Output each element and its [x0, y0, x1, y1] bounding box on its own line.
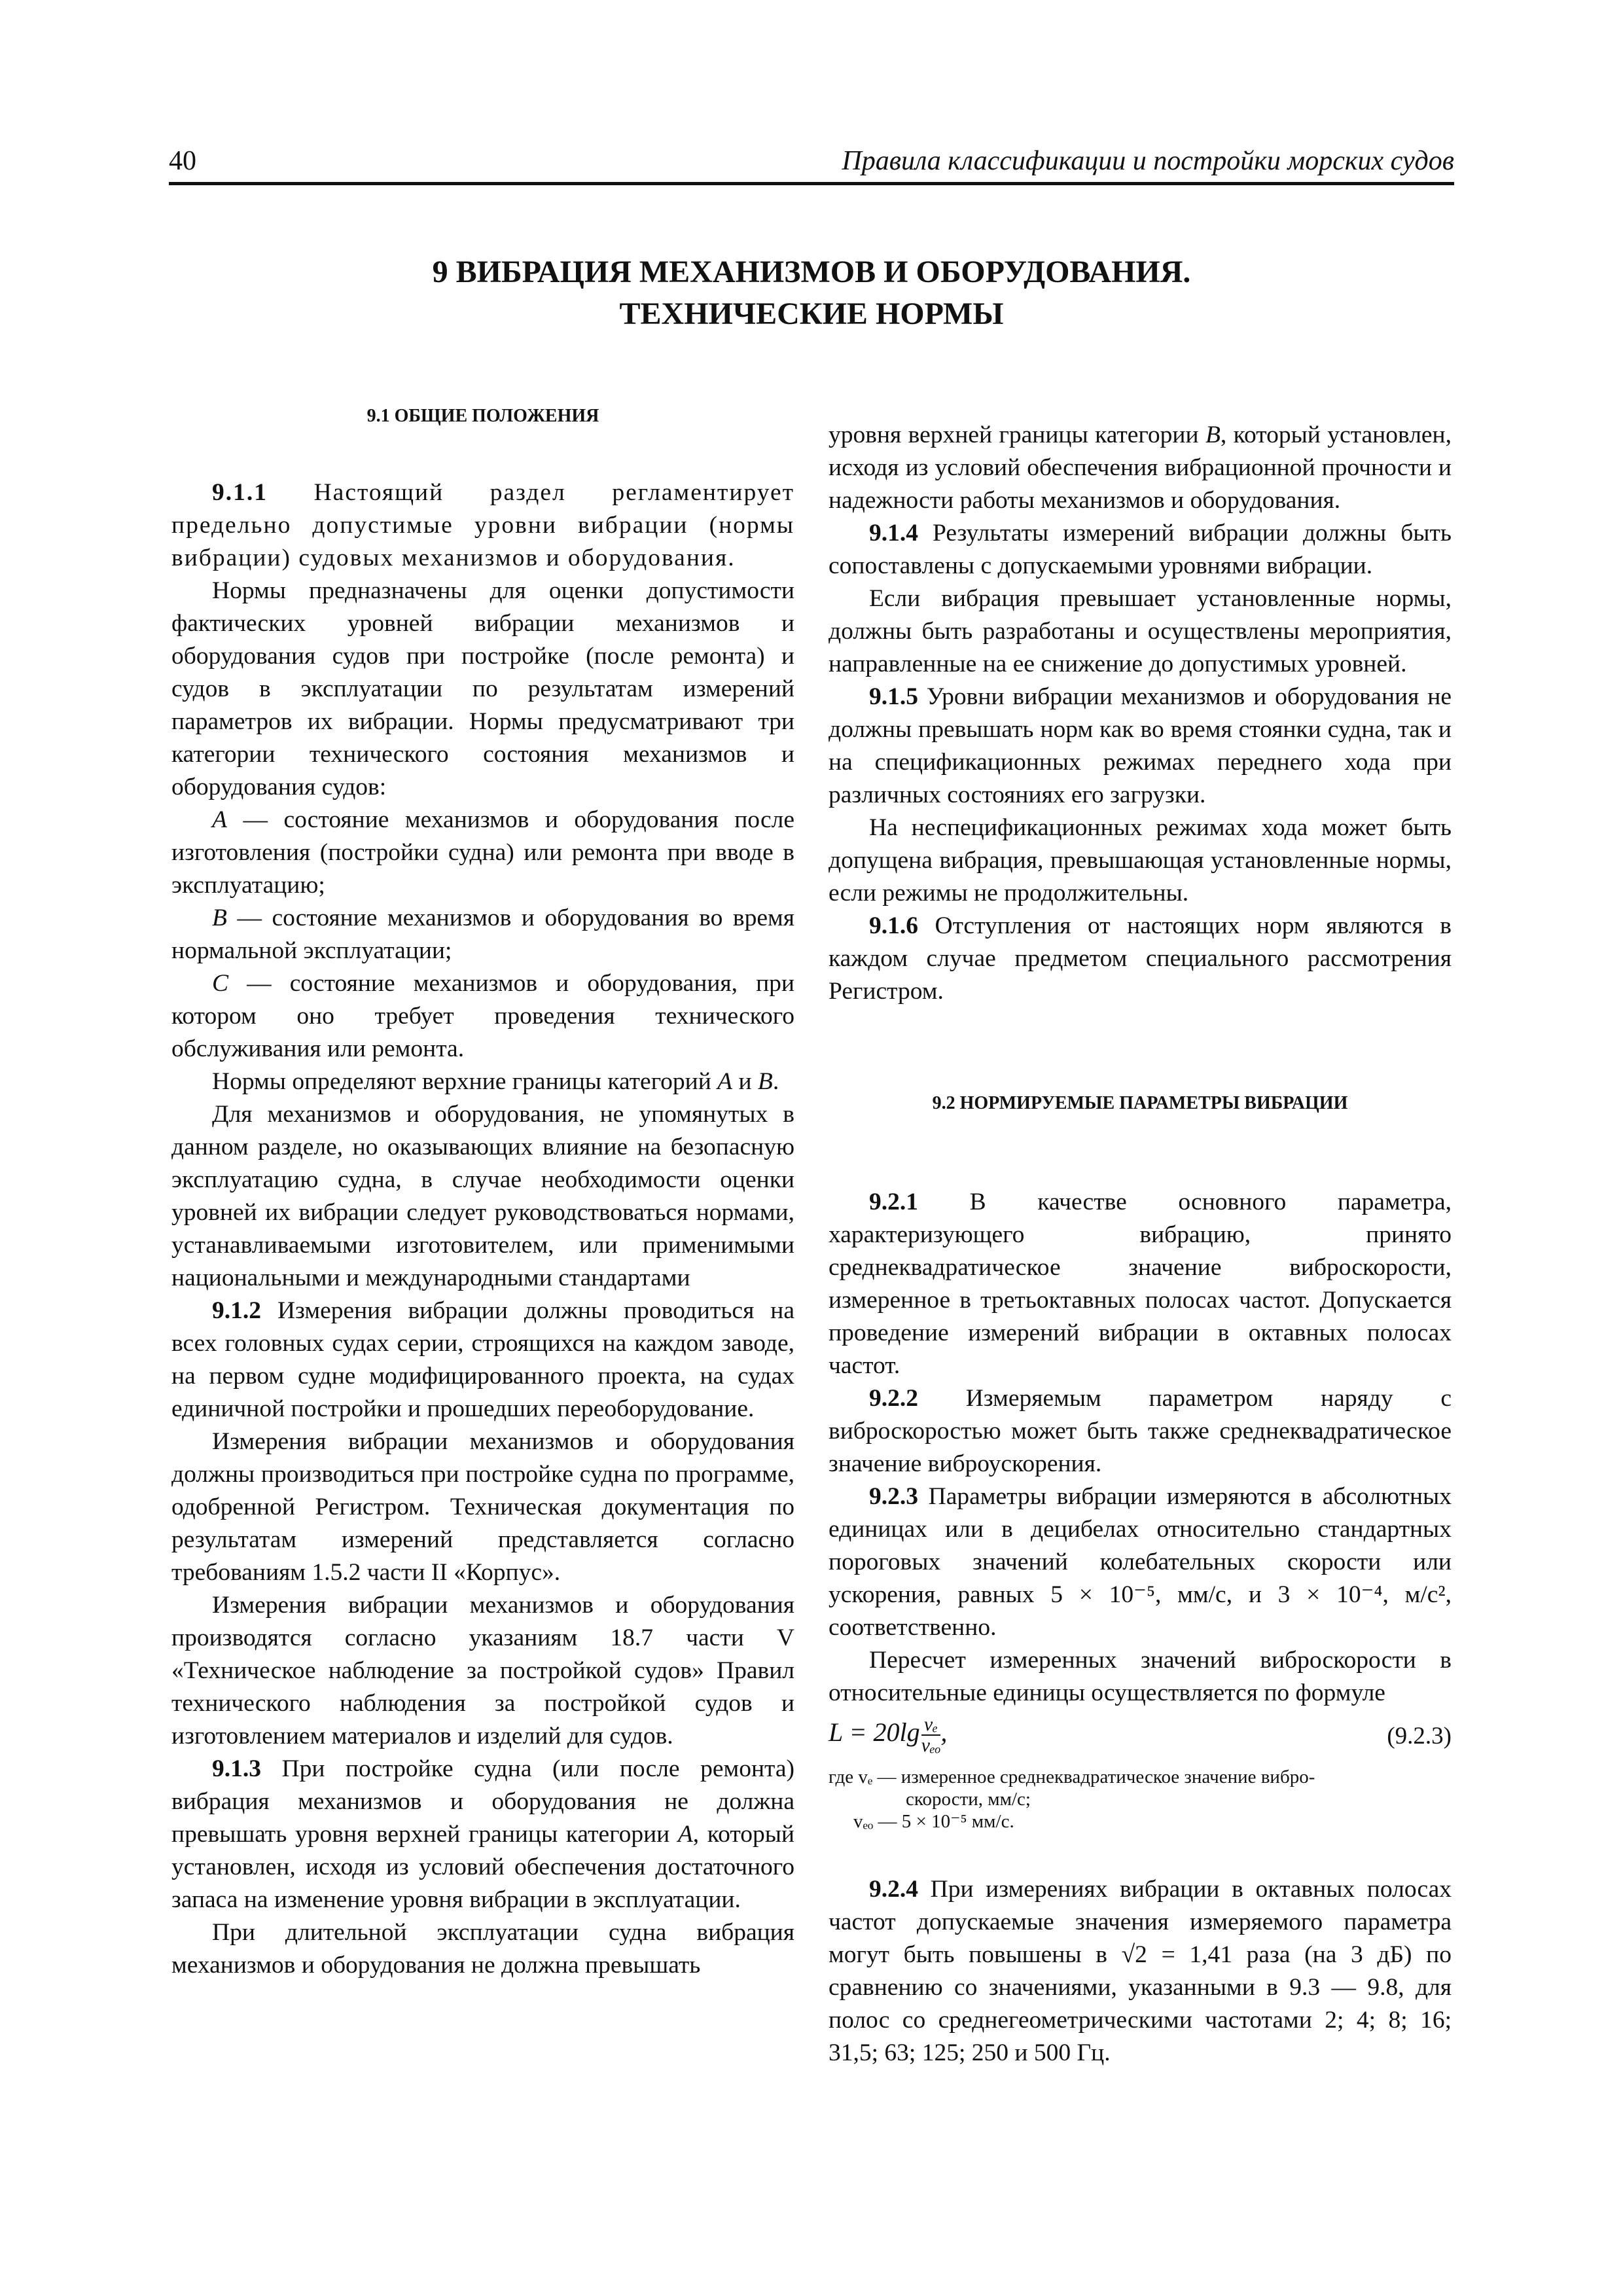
paragraph-measurements-2: Измерения вибрации механизмов и оборудования производятся согласно указаниям 18.7 части V «Техническое наблюдение за постройкой судов» Правил технического наблюдения за постройкой судов и изготовлением материалов и изделий для судов.: [171, 1592, 794, 1749]
section-heading-9-2: 9.2 НОРМИРУЕМЫЕ ПАРАМЕТРЫ ВИБРАЦИИ: [932, 1093, 1348, 1113]
formula-tail: ,: [940, 1717, 948, 1748]
legend-line: скорости, мм/с;: [906, 1789, 1031, 1810]
paragraph-text: — состояние механизмов и оборудования после изготовления (постройки судна) или ремонта при вводе в эксплуатацию;: [171, 806, 794, 899]
category-letter: A: [212, 806, 227, 833]
paragraph-9-1-1: [171, 476, 794, 575]
legend-line: vₑₒ — 5 × 10⁻⁵ мм/с.: [853, 1811, 1014, 1832]
category-letter: B: [1205, 422, 1221, 448]
formula-legend: [829, 1766, 1452, 1833]
category-letter: A: [717, 1068, 733, 1095]
category-letter: C: [212, 970, 229, 997]
paragraph-limits: [171, 1066, 794, 1098]
formula-numerator: vₑ: [921, 1715, 941, 1736]
paragraph-text: , который установлен, исходя из условий обеспечения достаточного запаса на изменение уровня вибрации в эксплуатации.: [171, 1821, 794, 1913]
paragraph-text: Отступления от настоящих норм являются в каждом случае предметом специального рассмотрения Регистром.: [829, 912, 1452, 1005]
paragraph-text: Результаты измерений вибрации должны быть сопоставлены с допускаемыми уровнями вибрации.: [829, 520, 1452, 579]
clause-number: 9.1.6: [869, 912, 918, 939]
paragraph-long-operation-continued: [829, 419, 1452, 517]
paragraph-text: Нормы определяют верхние границы категорий: [212, 1068, 718, 1095]
chapter-title-line1: 9 ВИБРАЦИЯ МЕХАНИЗМОВ И ОБОРУДОВАНИЯ.: [432, 255, 1191, 289]
paragraph-text: — состояние механизмов и оборудования во время нормальной эксплуатации;: [171, 905, 794, 964]
paragraph-norms-purpose: Нормы предназначены для оценки допустимости фактических уровней вибрации механизмов и оборудования судов при постройке (после ремонта) и судов в эксплуатации по результатам измерений параметров их вибрации. Нормы предусматривают три категории технического состояния механизмов и оборудования судов:: [171, 577, 794, 800]
paragraph-9-1-6: [829, 910, 1452, 1008]
chapter-title: [169, 251, 1454, 335]
clause-number: 9.2.4: [869, 1876, 918, 1903]
formula-number: (9.2.3): [1387, 1723, 1452, 1749]
legend-line: где vₑ — измеренное среднеквадратическое значение вибро-: [829, 1767, 1315, 1787]
paragraph-9-1-4: [829, 517, 1452, 583]
paragraph-text: Измеряемым параметром наряду с виброскоростью может быть также среднеквадратическое значение виброускорения.: [829, 1385, 1452, 1477]
paragraph-text: В качестве основного параметра, характеризующего вибрацию, принято среднеквадратическое значение виброскорости, измеренное в третьоктавных полосах частот. Допускается проведение измерений вибрации в октавных полосах частот.: [829, 1189, 1452, 1379]
category-letter: B: [212, 905, 227, 931]
paragraph-text: .: [772, 1068, 779, 1095]
paragraph-9-2-1: [829, 1186, 1452, 1382]
formula-expression: [829, 1715, 947, 1755]
formula-denominator: vₑₒ: [921, 1734, 941, 1756]
clause-number: 9.1.3: [212, 1755, 261, 1782]
paragraph-9-1-5: [829, 681, 1452, 812]
paragraph-measurements-1: Измерения вибрации механизмов и оборудования должны производиться при постройке судна по программе, одобренной Регистром. Техническая документация по результатам измерений представляется согласно требованиям 1.5.2 части II «Корпус».: [171, 1428, 794, 1586]
left-column: [171, 393, 794, 1982]
paragraph-9-2-3: [829, 1480, 1452, 1644]
paragraph-9-2-4: [829, 1873, 1452, 2070]
category-b-item: [171, 902, 794, 967]
clause-number: 9.2.3: [869, 1483, 918, 1510]
paragraph-text: Измерения вибрации должны проводиться на всех головных судах серии, строящихся на каждом заводе, на первом судне модифицированного проекта, на судах единичной постройки и прошедших переоборудование.: [171, 1297, 794, 1422]
paragraph-text: При измерениях вибрации в октавных полосах частот допускаемые значения измеряемого параметра могут быть повышены в √2 = 1,41 раза (на 3 дБ) по сравнению со значениями, указанными в 9.3 — 9.8, для полос со среднегеометрическими частотами 2; 4; 8; 16; 31,5; 63; 125; 250 и 500 Гц.: [829, 1876, 1452, 2066]
paragraph-long-operation-start: При длительной эксплуатации судна вибрация механизмов и оборудования не должна превышать: [171, 1919, 794, 1979]
formula-fraction: [921, 1715, 941, 1755]
paragraph-text: — состояние механизмов и оборудования, при котором оно требует проведения технического обслуживания или ремонта.: [171, 970, 794, 1062]
right-column: [829, 419, 1452, 2070]
paragraph-text: При постройке судна (или после ремонта) вибрация механизмов и оборудования не должна превышать уровня верхней границы категории: [171, 1755, 794, 1848]
page-number: 40: [169, 146, 196, 176]
category-letter: B: [757, 1068, 773, 1095]
paragraph-9-2-2: [829, 1382, 1452, 1480]
paragraph-text: и: [732, 1068, 758, 1095]
paragraph-text: Настоящий раздел регламентирует предельно допустимые уровни вибрации (нормы вибрации) судовых механизмов и оборудования.: [171, 479, 794, 571]
chapter-title-line2: ТЕХНИЧЕСКИЕ НОРМЫ: [619, 296, 1004, 331]
paragraph-nonspec: На неспецификационных режимах хода может быть допущена вибрация, превышающая установленные нормы, если режимы не продолжительны.: [829, 814, 1452, 906]
paragraph-text: Параметры вибрации измеряются в абсолютных единицах или в децибелах относительно стандартных пороговых значений колебательных скорости или ускорения, равных 5 × 10⁻⁵, мм/с, и 3 × 10⁻⁴, м/с², соответственно.: [829, 1483, 1452, 1641]
clause-number: 9.1.1: [212, 479, 268, 506]
paragraph-9-1-3: [171, 1753, 794, 1916]
category-c-item: [171, 967, 794, 1066]
clause-number: 9.1.2: [212, 1297, 261, 1324]
paragraph-text: Уровни вибрации механизмов и оборудования не должны превышать норм как во время стоянки судна, так и на спецификационных режимах переднего хода при различных состояниях его загрузки.: [829, 683, 1452, 808]
formula-9-2-3: [829, 1715, 1452, 1761]
paragraph-other-equipment: Для механизмов и оборудования, не упомянутых в данном разделе, но оказывающих влияние на безопасную эксплуатацию судна, в случае необходимости оценки уровней их вибрации следует руководствоваться нормами, устанавливаемыми изготовителем, или применимыми национальными и международными стандартами: [171, 1101, 794, 1291]
clause-number: 9.2.1: [869, 1189, 918, 1215]
section-heading-9-1: 9.1 ОБЩИЕ ПОЛОЖЕНИЯ: [366, 406, 599, 426]
paragraph-recalculation: Пересчет измеренных значений виброскорости в относительные единицы осуществляется по формуле: [829, 1647, 1452, 1706]
page-header: [169, 143, 1454, 185]
paragraph-exceed: Если вибрация превышает установленные нормы, должны быть разработаны и осуществлены мероприятия, направленные на ее снижение до допустимых уровней.: [829, 585, 1452, 677]
clause-number: 9.1.4: [869, 520, 918, 547]
formula-lhs: L = 20lg: [829, 1717, 920, 1748]
paragraph-text: уровня верхней границы категории: [829, 422, 1205, 448]
clause-number: 9.1.5: [869, 683, 918, 710]
paragraph-text: , который установлен, исходя из условий обеспечения вибрационной прочности и надежности работы механизмов и оборудования.: [829, 422, 1452, 514]
category-a-item: [171, 804, 794, 902]
running-title: Правила классификации и постройки морских судов: [842, 146, 1454, 176]
category-letter: A: [677, 1821, 693, 1848]
paragraph-9-1-2: [171, 1295, 794, 1426]
clause-number: 9.2.2: [869, 1385, 918, 1412]
